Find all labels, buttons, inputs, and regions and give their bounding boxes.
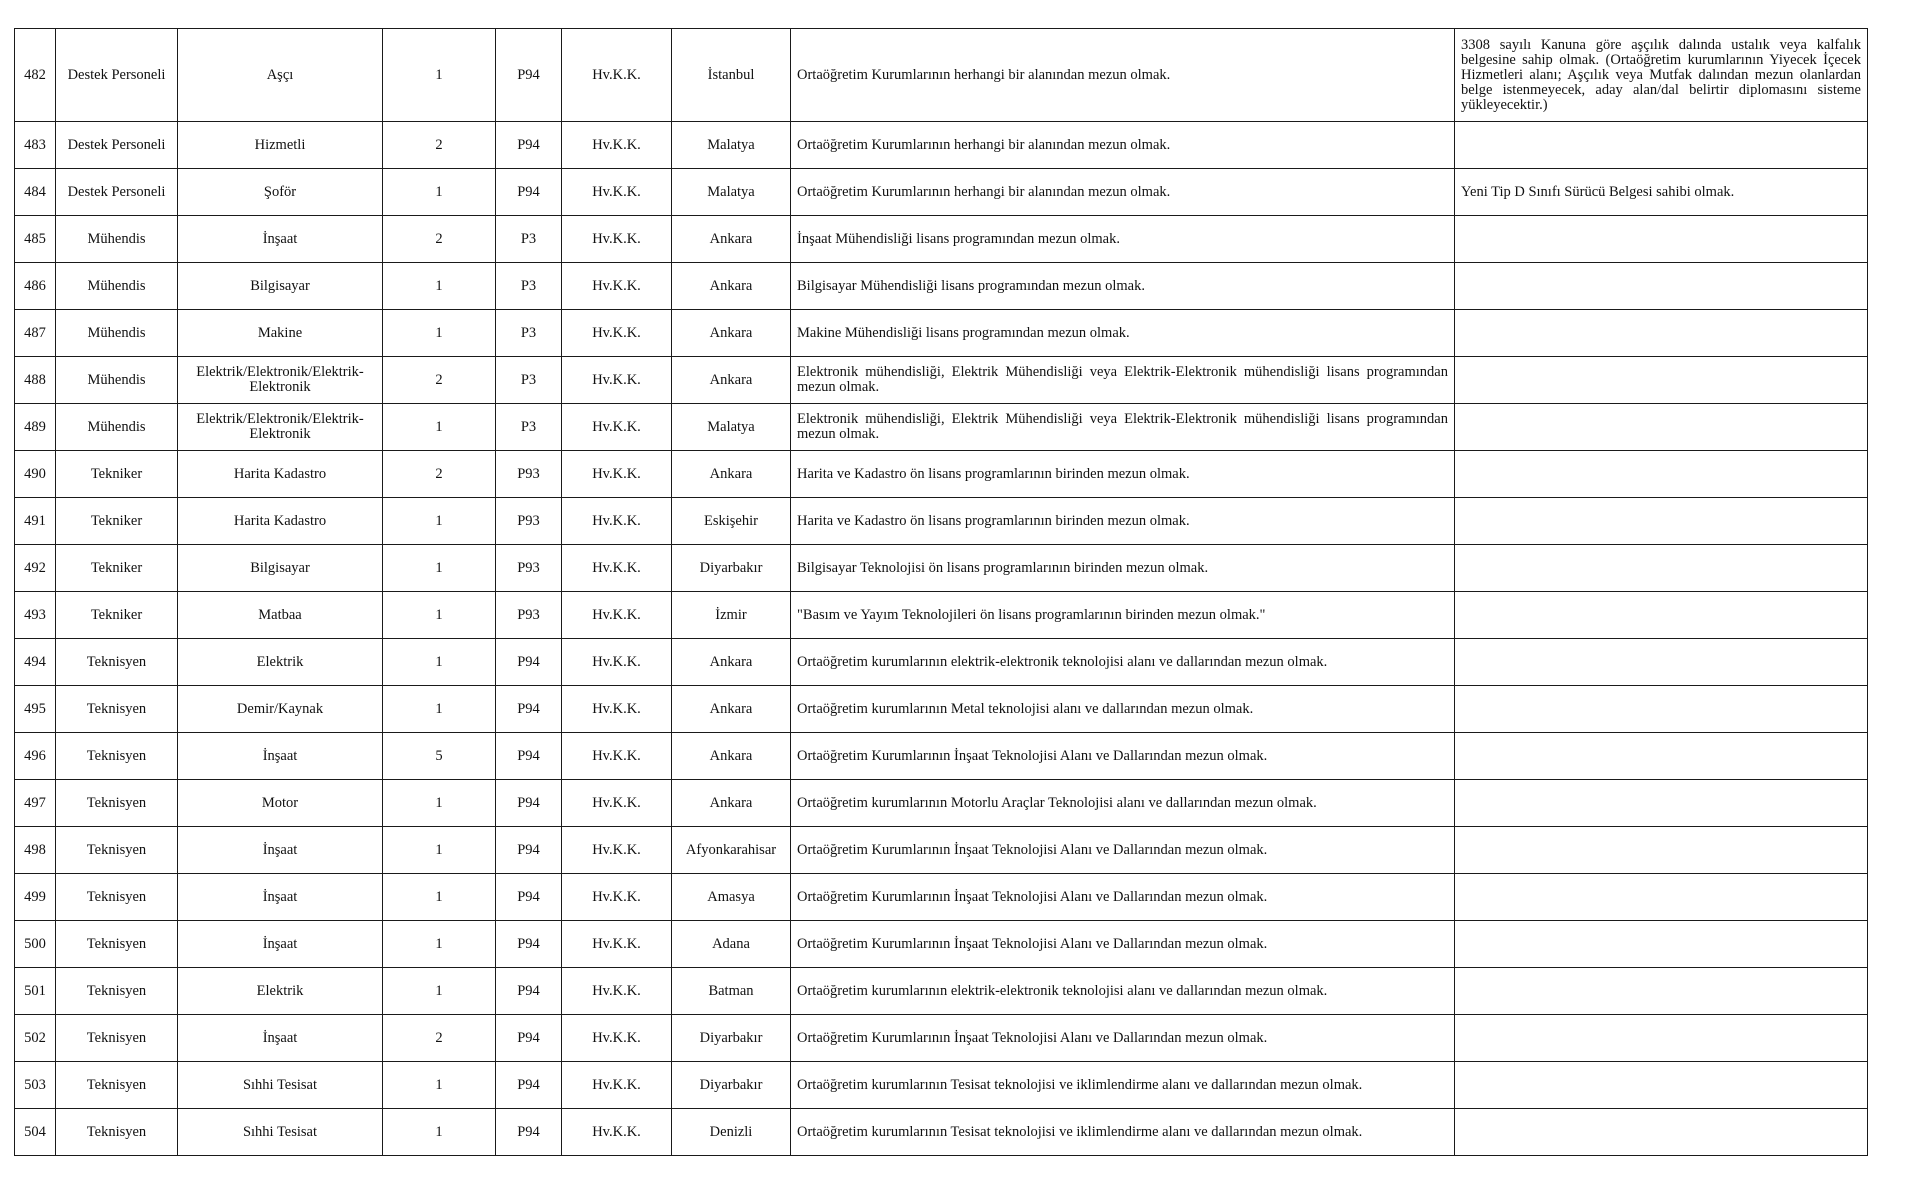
staff-class-cell: Teknisyen: [56, 780, 178, 827]
row-number-cell: 493: [15, 592, 56, 639]
position-count-cell: 5: [383, 733, 496, 780]
education-requirement-cell: Ortaöğretim Kurumlarının herhangi bir alanından mezun olmak.: [791, 122, 1455, 169]
score-type-cell: P94: [496, 29, 562, 122]
table-row: [15, 827, 1868, 874]
title-cell: Hizmetli: [178, 122, 383, 169]
title-cell: Elektrik/Elektronik/Elektrik-Elektronik: [178, 357, 383, 404]
unit-cell: Hv.K.K.: [562, 1109, 672, 1156]
unit-cell: Hv.K.K.: [562, 545, 672, 592]
position-count-cell: 1: [383, 310, 496, 357]
unit-cell: Hv.K.K.: [562, 733, 672, 780]
table-row: [15, 498, 1868, 545]
position-count-cell: 1: [383, 921, 496, 968]
position-count-cell: 2: [383, 216, 496, 263]
row-number-cell: 484: [15, 169, 56, 216]
unit-cell: Hv.K.K.: [562, 780, 672, 827]
recruitment-table: [14, 28, 1868, 1156]
unit-cell: Hv.K.K.: [562, 498, 672, 545]
education-requirement-cell: Harita ve Kadastro ön lisans programlarının birinden mezun olmak.: [791, 451, 1455, 498]
row-number-cell: 492: [15, 545, 56, 592]
table-row: [15, 310, 1868, 357]
score-type-cell: P94: [496, 874, 562, 921]
city-cell: Ankara: [672, 216, 791, 263]
city-cell: İzmir: [672, 592, 791, 639]
other-requirement-cell: [1455, 357, 1868, 404]
position-count-cell: 1: [383, 498, 496, 545]
education-requirement-cell: Elektronik mühendisliği, Elektrik Mühendisliği veya Elektrik-Elektronik mühendisliği lisans programından mezun olmak.: [791, 357, 1455, 404]
education-requirement-cell: Ortaöğretim kurumlarının elektrik-elektronik teknolojisi alanı ve dallarından mezun olmak.: [791, 639, 1455, 686]
education-requirement-cell: Ortaöğretim Kurumlarının herhangi bir alanından mezun olmak.: [791, 169, 1455, 216]
city-cell: Ankara: [672, 263, 791, 310]
score-type-cell: P3: [496, 310, 562, 357]
staff-class-cell: Mühendis: [56, 263, 178, 310]
table-row: [15, 1109, 1868, 1156]
score-type-cell: P94: [496, 122, 562, 169]
position-count-cell: 2: [383, 357, 496, 404]
unit-cell: Hv.K.K.: [562, 216, 672, 263]
score-type-cell: P93: [496, 451, 562, 498]
other-requirement-cell: [1455, 639, 1868, 686]
row-number-cell: 500: [15, 921, 56, 968]
position-count-cell: 1: [383, 874, 496, 921]
education-requirement-cell: Ortaöğretim Kurumlarının İnşaat Teknolojisi Alanı ve Dallarından mezun olmak.: [791, 1015, 1455, 1062]
staff-class-cell: Mühendis: [56, 216, 178, 263]
score-type-cell: P94: [496, 921, 562, 968]
row-number-cell: 498: [15, 827, 56, 874]
city-cell: Ankara: [672, 451, 791, 498]
table-row: [15, 545, 1868, 592]
position-count-cell: 1: [383, 1109, 496, 1156]
staff-class-cell: Teknisyen: [56, 1062, 178, 1109]
title-cell: Demir/Kaynak: [178, 686, 383, 733]
position-count-cell: 1: [383, 686, 496, 733]
score-type-cell: P94: [496, 733, 562, 780]
unit-cell: Hv.K.K.: [562, 592, 672, 639]
score-type-cell: P3: [496, 216, 562, 263]
table-row: [15, 1062, 1868, 1109]
table-row: [15, 216, 1868, 263]
other-requirement-cell: [1455, 498, 1868, 545]
staff-class-cell: Teknisyen: [56, 1015, 178, 1062]
table-row: [15, 1015, 1868, 1062]
row-number-cell: 488: [15, 357, 56, 404]
city-cell: Ankara: [672, 357, 791, 404]
other-requirement-cell: [1455, 780, 1868, 827]
staff-class-cell: Destek Personeli: [56, 122, 178, 169]
title-cell: İnşaat: [178, 1015, 383, 1062]
title-cell: Şoför: [178, 169, 383, 216]
other-requirement-cell: [1455, 827, 1868, 874]
staff-class-cell: Teknisyen: [56, 686, 178, 733]
unit-cell: Hv.K.K.: [562, 639, 672, 686]
other-requirement-cell: [1455, 263, 1868, 310]
unit-cell: Hv.K.K.: [562, 357, 672, 404]
title-cell: Aşçı: [178, 29, 383, 122]
score-type-cell: P93: [496, 592, 562, 639]
title-cell: Elektrik/Elektronik/Elektrik-Elektronik: [178, 404, 383, 451]
row-number-cell: 494: [15, 639, 56, 686]
score-type-cell: P94: [496, 1062, 562, 1109]
table-row: [15, 686, 1868, 733]
score-type-cell: P3: [496, 263, 562, 310]
table-row: [15, 404, 1868, 451]
score-type-cell: P94: [496, 827, 562, 874]
city-cell: Ankara: [672, 686, 791, 733]
other-requirement-cell: Yeni Tip D Sınıfı Sürücü Belgesi sahibi olmak.: [1455, 169, 1868, 216]
city-cell: Malatya: [672, 404, 791, 451]
row-number-cell: 491: [15, 498, 56, 545]
title-cell: Sıhhi Tesisat: [178, 1109, 383, 1156]
table-row: [15, 780, 1868, 827]
title-cell: Sıhhi Tesisat: [178, 1062, 383, 1109]
row-number-cell: 495: [15, 686, 56, 733]
title-cell: Bilgisayar: [178, 263, 383, 310]
education-requirement-cell: Ortaöğretim kurumlarının Metal teknolojisi alanı ve dallarından mezun olmak.: [791, 686, 1455, 733]
title-cell: İnşaat: [178, 733, 383, 780]
unit-cell: Hv.K.K.: [562, 1062, 672, 1109]
education-requirement-cell: Ortaöğretim Kurumlarının İnşaat Teknolojisi Alanı ve Dallarından mezun olmak.: [791, 874, 1455, 921]
title-cell: Makine: [178, 310, 383, 357]
city-cell: Diyarbakır: [672, 1062, 791, 1109]
city-cell: Ankara: [672, 639, 791, 686]
title-cell: Elektrik: [178, 968, 383, 1015]
score-type-cell: P94: [496, 780, 562, 827]
row-number-cell: 503: [15, 1062, 56, 1109]
education-requirement-cell: Elektronik mühendisliği, Elektrik Mühendisliği veya Elektrik-Elektronik mühendisliği lisans programından mezun olmak.: [791, 404, 1455, 451]
row-number-cell: 482: [15, 29, 56, 122]
education-requirement-cell: Harita ve Kadastro ön lisans programlarının birinden mezun olmak.: [791, 498, 1455, 545]
position-count-cell: 2: [383, 122, 496, 169]
city-cell: Batman: [672, 968, 791, 1015]
score-type-cell: P94: [496, 1015, 562, 1062]
position-count-cell: 1: [383, 169, 496, 216]
score-type-cell: P94: [496, 169, 562, 216]
position-count-cell: 1: [383, 827, 496, 874]
title-cell: İnşaat: [178, 921, 383, 968]
education-requirement-cell: Bilgisayar Teknolojisi ön lisans programlarının birinden mezun olmak.: [791, 545, 1455, 592]
title-cell: İnşaat: [178, 827, 383, 874]
staff-class-cell: Mühendis: [56, 310, 178, 357]
staff-class-cell: Teknisyen: [56, 639, 178, 686]
unit-cell: Hv.K.K.: [562, 686, 672, 733]
city-cell: Diyarbakır: [672, 1015, 791, 1062]
other-requirement-cell: [1455, 1109, 1868, 1156]
other-requirement-cell: [1455, 686, 1868, 733]
score-type-cell: P94: [496, 686, 562, 733]
title-cell: Elektrik: [178, 639, 383, 686]
other-requirement-cell: [1455, 310, 1868, 357]
row-number-cell: 497: [15, 780, 56, 827]
title-cell: Motor: [178, 780, 383, 827]
city-cell: Afyonkarahisar: [672, 827, 791, 874]
city-cell: Denizli: [672, 1109, 791, 1156]
table-row: [15, 263, 1868, 310]
position-count-cell: 1: [383, 1062, 496, 1109]
city-cell: Ankara: [672, 310, 791, 357]
other-requirement-cell: [1455, 968, 1868, 1015]
staff-class-cell: Destek Personeli: [56, 169, 178, 216]
table-row: [15, 122, 1868, 169]
education-requirement-cell: Ortaöğretim kurumlarının Tesisat teknolojisi ve iklimlendirme alanı ve dallarından mezun olmak.: [791, 1109, 1455, 1156]
unit-cell: Hv.K.K.: [562, 921, 672, 968]
other-requirement-cell: [1455, 545, 1868, 592]
education-requirement-cell: İnşaat Mühendisliği lisans programından mezun olmak.: [791, 216, 1455, 263]
table-row: [15, 169, 1868, 216]
other-requirement-cell: [1455, 122, 1868, 169]
table-row: [15, 874, 1868, 921]
score-type-cell: P94: [496, 1109, 562, 1156]
row-number-cell: 490: [15, 451, 56, 498]
table-body: [15, 29, 1868, 1156]
other-requirement-cell: [1455, 216, 1868, 263]
education-requirement-cell: Makine Mühendisliği lisans programından mezun olmak.: [791, 310, 1455, 357]
unit-cell: Hv.K.K.: [562, 122, 672, 169]
position-count-cell: 1: [383, 639, 496, 686]
staff-class-cell: Teknisyen: [56, 874, 178, 921]
unit-cell: Hv.K.K.: [562, 1015, 672, 1062]
row-number-cell: 504: [15, 1109, 56, 1156]
other-requirement-cell: 3308 sayılı Kanuna göre aşçılık dalında ustalık veya kalfalık belgesine sahip olmak. (Ortaöğretim kurumlarının Yiyecek İçecek Hizmetleri alanı; Aşçılık veya Mutfak dalından mezun olanlardan belge istenmeyecek, aday alan/dal belirtir diplomasını sisteme yükleyecektir.): [1455, 29, 1868, 122]
unit-cell: Hv.K.K.: [562, 827, 672, 874]
score-type-cell: P93: [496, 545, 562, 592]
position-count-cell: 1: [383, 29, 496, 122]
other-requirement-cell: [1455, 1062, 1868, 1109]
staff-class-cell: Teknisyen: [56, 733, 178, 780]
unit-cell: Hv.K.K.: [562, 404, 672, 451]
table-row: [15, 451, 1868, 498]
city-cell: Ankara: [672, 780, 791, 827]
table-row: [15, 29, 1868, 122]
table-row: [15, 733, 1868, 780]
city-cell: Malatya: [672, 122, 791, 169]
other-requirement-cell: [1455, 451, 1868, 498]
position-count-cell: 2: [383, 1015, 496, 1062]
other-requirement-cell: [1455, 1015, 1868, 1062]
table-row: [15, 639, 1868, 686]
title-cell: Harita Kadastro: [178, 498, 383, 545]
row-number-cell: 486: [15, 263, 56, 310]
unit-cell: Hv.K.K.: [562, 263, 672, 310]
row-number-cell: 502: [15, 1015, 56, 1062]
row-number-cell: 501: [15, 968, 56, 1015]
position-count-cell: 1: [383, 404, 496, 451]
city-cell: Malatya: [672, 169, 791, 216]
position-count-cell: 1: [383, 968, 496, 1015]
score-type-cell: P94: [496, 639, 562, 686]
education-requirement-cell: Ortaöğretim kurumlarının Motorlu Araçlar Teknolojisi alanı ve dallarından mezun olmak.: [791, 780, 1455, 827]
staff-class-cell: Mühendis: [56, 404, 178, 451]
row-number-cell: 489: [15, 404, 56, 451]
other-requirement-cell: [1455, 404, 1868, 451]
score-type-cell: P3: [496, 357, 562, 404]
unit-cell: Hv.K.K.: [562, 169, 672, 216]
row-number-cell: 485: [15, 216, 56, 263]
city-cell: Diyarbakır: [672, 545, 791, 592]
other-requirement-cell: [1455, 592, 1868, 639]
staff-class-cell: Teknisyen: [56, 827, 178, 874]
education-requirement-cell: Ortaöğretim Kurumlarının İnşaat Teknolojisi Alanı ve Dallarından mezun olmak.: [791, 921, 1455, 968]
title-cell: Harita Kadastro: [178, 451, 383, 498]
unit-cell: Hv.K.K.: [562, 968, 672, 1015]
staff-class-cell: Destek Personeli: [56, 29, 178, 122]
unit-cell: Hv.K.K.: [562, 874, 672, 921]
table-row: [15, 592, 1868, 639]
position-count-cell: 2: [383, 451, 496, 498]
score-type-cell: P3: [496, 404, 562, 451]
education-requirement-cell: Ortaöğretim Kurumlarının İnşaat Teknolojisi Alanı ve Dallarından mezun olmak.: [791, 733, 1455, 780]
staff-class-cell: Teknisyen: [56, 921, 178, 968]
education-requirement-cell: Ortaöğretim kurumlarının Tesisat teknolojisi ve iklimlendirme alanı ve dallarından mezun olmak.: [791, 1062, 1455, 1109]
staff-class-cell: Tekniker: [56, 498, 178, 545]
education-requirement-cell: "Basım ve Yayım Teknolojileri ön lisans programlarının birinden mezun olmak.": [791, 592, 1455, 639]
staff-class-cell: Tekniker: [56, 592, 178, 639]
position-count-cell: 1: [383, 592, 496, 639]
other-requirement-cell: [1455, 921, 1868, 968]
education-requirement-cell: Ortaöğretim Kurumlarının herhangi bir alanından mezun olmak.: [791, 29, 1455, 122]
staff-class-cell: Teknisyen: [56, 1109, 178, 1156]
row-number-cell: 496: [15, 733, 56, 780]
score-type-cell: P93: [496, 498, 562, 545]
staff-class-cell: Mühendis: [56, 357, 178, 404]
title-cell: Matbaa: [178, 592, 383, 639]
title-cell: Bilgisayar: [178, 545, 383, 592]
table-row: [15, 921, 1868, 968]
staff-class-cell: Tekniker: [56, 451, 178, 498]
other-requirement-cell: [1455, 733, 1868, 780]
title-cell: İnşaat: [178, 874, 383, 921]
row-number-cell: 487: [15, 310, 56, 357]
education-requirement-cell: Ortaöğretim kurumlarının elektrik-elektronik teknolojisi alanı ve dallarından mezun olmak.: [791, 968, 1455, 1015]
education-requirement-cell: Ortaöğretim Kurumlarının İnşaat Teknolojisi Alanı ve Dallarından mezun olmak.: [791, 827, 1455, 874]
staff-class-cell: Teknisyen: [56, 968, 178, 1015]
city-cell: İstanbul: [672, 29, 791, 122]
unit-cell: Hv.K.K.: [562, 310, 672, 357]
staff-class-cell: Tekniker: [56, 545, 178, 592]
row-number-cell: 499: [15, 874, 56, 921]
position-count-cell: 1: [383, 545, 496, 592]
unit-cell: Hv.K.K.: [562, 29, 672, 122]
city-cell: Amasya: [672, 874, 791, 921]
city-cell: Adana: [672, 921, 791, 968]
city-cell: Eskişehir: [672, 498, 791, 545]
score-type-cell: P94: [496, 968, 562, 1015]
table-row: [15, 968, 1868, 1015]
other-requirement-cell: [1455, 874, 1868, 921]
unit-cell: Hv.K.K.: [562, 451, 672, 498]
title-cell: İnşaat: [178, 216, 383, 263]
city-cell: Ankara: [672, 733, 791, 780]
position-count-cell: 1: [383, 263, 496, 310]
table-row: [15, 357, 1868, 404]
education-requirement-cell: Bilgisayar Mühendisliği lisans programından mezun olmak.: [791, 263, 1455, 310]
position-count-cell: 1: [383, 780, 496, 827]
row-number-cell: 483: [15, 122, 56, 169]
